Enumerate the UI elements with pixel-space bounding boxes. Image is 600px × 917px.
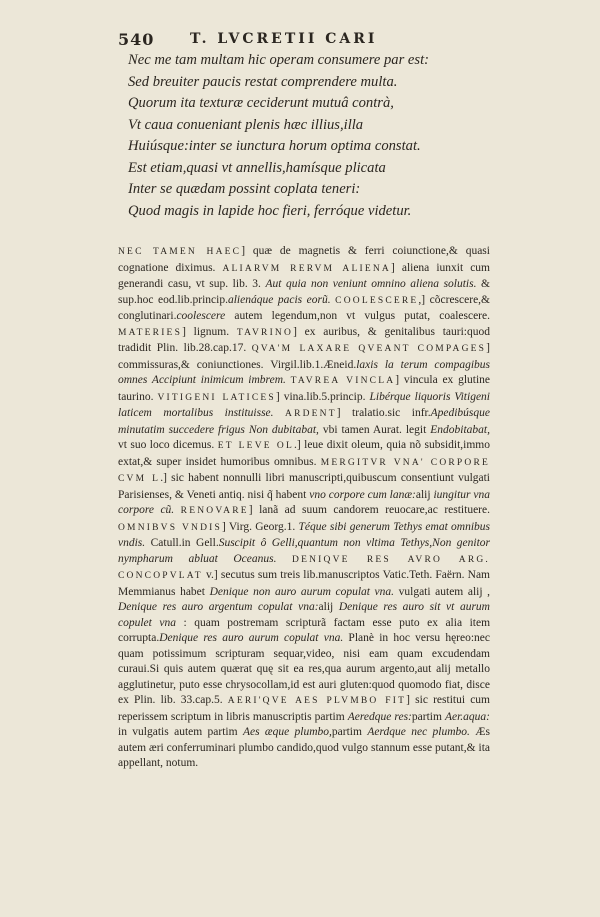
commentary-run: in vulgatis autem partim (118, 726, 243, 738)
commentary-run: ] lanã ad suum candorem reuocare,ac restituere. (248, 504, 490, 516)
italic-quote: Suscipit ô Gelli,quantum non vltima Tethys,Non genitor nympharum abluat Oceanus. (118, 537, 491, 565)
page-header (118, 30, 478, 52)
lemma: TAVREA VINCLA (290, 376, 396, 386)
lemma: ET LEVE OL (217, 441, 294, 451)
commentary-run: ] commissuras,& coniunctiones. Virgil.lib.1.Æneid. (118, 342, 490, 371)
lemma: RENOVARE (180, 506, 249, 516)
running-title: T. LVCRETII CARI (190, 31, 378, 47)
lemma: VITIGENI LATICES (157, 392, 276, 403)
italic-quote: Téque sibi generum Tethys emat omnibus vndis. (118, 520, 490, 549)
commentary-run: : quam postremam scripturã factam esse puto ex alia item corrupta. (118, 616, 491, 644)
italic-quote: Aes æque plumbo, (242, 726, 332, 738)
commentary-run: ] Virg. Georg.1. (222, 520, 299, 533)
commentary-run: alij (415, 488, 434, 501)
commentary-run (274, 407, 285, 419)
italic-quote: laxis la terum compagibus omnes Accipiunt inimicum imbrem. (118, 358, 490, 386)
lemma: MERGITVR VNA' CORPORE CVM L (118, 457, 491, 484)
lemma: MATERIES (118, 327, 183, 338)
commentary-run: ] vina.lib.5.princip. (275, 390, 370, 403)
lemma: QVA'M LAXARE QVEANT COMPAGES (251, 344, 487, 354)
verse-line: Inter se quædam possint coplata teneri: (128, 181, 361, 197)
commentary-run: vbi tamen Aurat. legit (318, 423, 431, 436)
commentary-run: Planè in hoc versu hęreo:nec quam potissimum scripturam sequar,video, nisi eam quam excudendam curaui.Si quis autem quærat quę sit ea res,qua aurum argento,aut alij metallo agglutinetur, puto esse chrysocollam,id est auri gluten:quod quomodo fiat, disce ex Plin. lib. 33.cap.5. (118, 632, 491, 706)
commentary-run: ] sic restitui cum reperissem scriptum in libris manuscriptis partim (118, 694, 490, 723)
lemma: DENIQVE RES AVRO ARG. CONCOPVLAT (118, 554, 491, 581)
italic-quote: Aut quia non veniunt omnino aliena solutis. (265, 278, 477, 290)
verse-line: Quorum ita texturæ ceciderunt mutuâ contrà, (128, 95, 394, 111)
verse-line: Nec me tam multam hic operam consumere par est: (128, 52, 430, 68)
commentary-run: ,] cõcrescere,& conglutinari. (118, 293, 490, 322)
italic-quote: Denique res auro aurum copulat vna. (159, 632, 344, 644)
commentary-run: v.] secutus sum treis lib.manuscriptos Vatic.Teth. Faërn. Nam Memmianus habet (118, 569, 490, 598)
commentary-run: ] ex auribus, & genitalibus tauri:quod tradidit Plin. lib.28.cap.17. (118, 325, 490, 354)
commentary-run (277, 553, 293, 565)
verse-line: Sed breuiter paucis restat comprendere multa. (128, 73, 398, 90)
verse-line: Vt caua conueniant plenis hæc illius,illa (128, 116, 364, 133)
commentary-run: vt suo loco dicemus. (118, 439, 218, 451)
commentary-run: ] vincula ex glutine taurino. (118, 374, 491, 403)
italic-quote: Aeredque res: (347, 710, 412, 723)
lemma: AERI'QVE AES PLVMBO FIT (227, 696, 407, 706)
commentary-run: vulgati autem alij , (394, 585, 490, 598)
verse-block (128, 50, 488, 222)
verse-line: Quod magis in lapide hoc fieri, ferróque videtur. (128, 202, 412, 219)
italic-quote: vno corpore cum lanæ: (309, 488, 416, 501)
lemma: OMNIBVS VNDIS (118, 522, 223, 533)
commentary-run: Æs autem æri conferruminari plumbo candido,quod vulgo stannum esse putant,& ita appellant, notum. (118, 726, 490, 769)
commentary-run: ] tralatio.sic infr. (336, 407, 431, 419)
italic-quote: Denique non auro aurum copulat vna. (209, 585, 395, 598)
italic-quote: Aerdque nec plumbo. (367, 726, 470, 738)
lemma: COOLESCERE (335, 295, 419, 306)
italic-quote: iungitur vna corpore cũ. (118, 488, 490, 516)
verse-line: Est etiam,quasi vt annellis,hamísque plicata (128, 159, 386, 176)
page-number: 540 (118, 30, 155, 49)
commentary-run: ] quæ de magnetis & ferri coiunctione,& quasi cognatione diximus. (118, 245, 490, 274)
commentary-text (118, 244, 490, 772)
commentary-run: .] leue dixit oleum, quia nõ subsidit,immo extat,& super insidet humoribus omnibus. (118, 439, 490, 468)
italic-quote: Denique res auro sit vt aurum copulet vna (118, 601, 490, 629)
commentary-run: autem legendum,non vt vulgus putat, coalescere. (225, 310, 490, 322)
commentary-run: partim (331, 726, 368, 738)
italic-quote: Libérque liquoris Vitigeni laticem mortalibus instituisse. (118, 390, 490, 419)
lemma: ARDENT (285, 409, 337, 419)
commentary-run: ] lignum. (182, 325, 237, 338)
italic-quote: alienáque pacis eorũ. (227, 293, 331, 306)
commentary-run: alij (318, 601, 339, 613)
commentary-run: .] sic habent nonnulli libri manuscripti,quibuscum consentiunt vulgati Parisienses, & Veneti antiq. nisi q̃ habent (118, 472, 491, 501)
italic-quote: Aer.aqua: (444, 710, 491, 723)
commentary-run: Catull.in Gell. (145, 537, 219, 549)
verse-line: Huiúsque:inter se iunctura horum optima constat. (128, 138, 421, 154)
italic-quote: Endobitabat, (430, 423, 490, 436)
lemma: TAVRINO (236, 327, 294, 338)
commentary-run: partim (411, 710, 445, 723)
commentary-run: ] aliena iunxit cum generandi casu, vt sup. lib. 3. (118, 261, 490, 290)
lemma: NEC TAMEN HAEC (118, 247, 242, 257)
lemma: ALIARVM RERVM ALIENA (222, 263, 391, 274)
italic-quote: coolescere (176, 310, 226, 322)
italic-quote: Denique res auro argentum copulat vna: (118, 601, 319, 613)
commentary-run: & sup.hoc eod.lib.princip. (118, 278, 490, 306)
italic-quote: Apedibúsque minutatim succedere frigus Non dubitabat, (118, 407, 490, 436)
